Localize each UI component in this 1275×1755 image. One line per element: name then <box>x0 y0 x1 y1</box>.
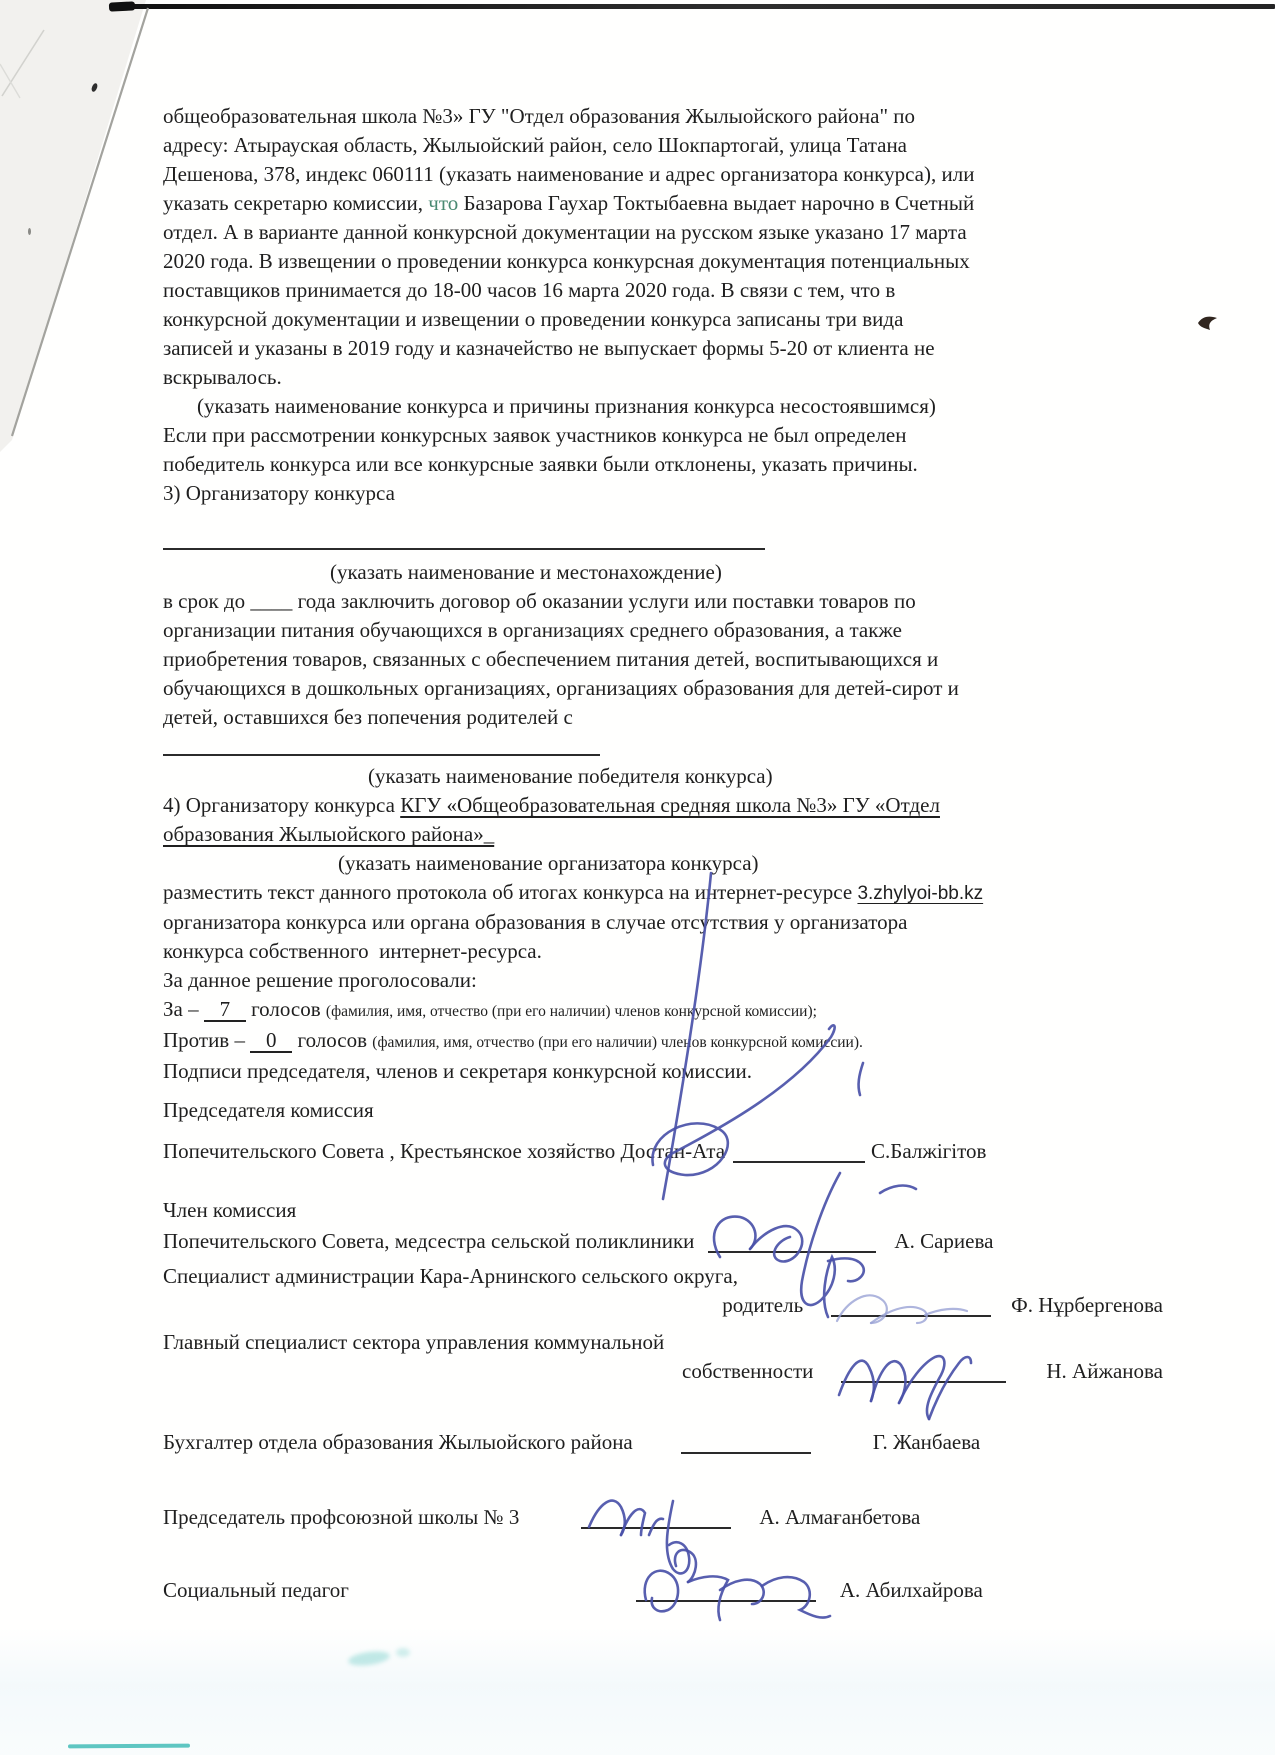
signature-row-aizhanova <box>163 1357 1163 1386</box>
signatures-intro: Подписи председателя, членов и секретаря конкурсной комиссии. <box>163 1059 753 1083</box>
signature-row-label: Социальный педагог <box>163 1578 349 1602</box>
signer-name: А. Сариева <box>894 1229 994 1253</box>
signer-name: А. Абилхайрова <box>839 1578 983 1602</box>
paragraph-line: приобретения товаров, связанных с обеспечением питания детей, воспитывающихся и <box>163 647 939 671</box>
paragraph-line: отдел. А в варианте данной конкурсной документации на русском языке указано 17 марта <box>163 220 967 244</box>
paragraph-line: общеобразовательная школа №3» ГУ "Отдел образования Жылыойского района" по <box>163 104 916 128</box>
paragraph-line: организатора конкурса или органа образования в случае отсутствия у организатора <box>163 910 908 934</box>
paragraph-line: в срок до ____ года заключить договор об оказании услуги или поставки товаров по <box>163 589 916 613</box>
signer-name: Н. Айжанова <box>1046 1359 1163 1383</box>
paragraph-line <box>163 878 1163 908</box>
vote-against-word: голосов <box>292 1028 373 1052</box>
paragraph-line: 2020 года. В извещении о проведении конкурса конкурсная документация потенциальных <box>163 249 970 273</box>
member-section-header: Член комиссия <box>163 1198 297 1222</box>
signature-line <box>708 1229 876 1253</box>
highlighted-word: что <box>428 191 459 215</box>
blank-fill-rule <box>163 548 765 550</box>
signature-line <box>831 1293 991 1317</box>
line-segment: Базарова Гаухар Токтыбаевна выдает нарочно в Счетный <box>458 191 975 215</box>
paragraph-line: вскрывалось. <box>163 365 282 389</box>
paragraph-line: победитель конкурса или все конкурсные заявки были отклонены, указать причины. <box>163 452 918 476</box>
vote-against-prefix: Против – <box>163 1028 251 1052</box>
signer-name: А. Алмағанбетова <box>759 1505 921 1529</box>
paragraph-line: Дешенова, 378, индекс 060111 (указать наименование и адрес организатора конкурса), или <box>163 162 975 186</box>
signature-row-nurbergenova <box>163 1291 1163 1320</box>
form-caption: (указать наименование конкурса и причины признания конкурса несостоявшимся) <box>197 394 936 418</box>
vote-for-count: 7 <box>204 998 246 1022</box>
ink-speck <box>28 228 31 235</box>
signature-line <box>636 1578 816 1602</box>
signature-row-chairman <box>163 1137 1163 1166</box>
signature-row-sarieva <box>163 1227 1163 1256</box>
signature-line <box>581 1505 731 1529</box>
paragraph-line: адресу: Атырауская область, Жылыойский район, село Шокпартогай, улица Татана <box>163 133 908 157</box>
paragraph-line: организации питания обучающихся в организациях среднего образования, а также <box>163 618 902 642</box>
paragraph-line: обучающихся в дошкольных организациях, организациях образования для детей-сирот и <box>163 676 959 700</box>
line-segment: 4) Организатору конкурса <box>163 793 401 817</box>
vote-for-note: (фамилия, имя, отчество (при его наличии) членов конкурсной комиссии); <box>325 1003 817 1020</box>
paragraph-line: Если при рассмотрении конкурсных заявок участников конкурса не был определен <box>163 423 907 447</box>
line-segment: разместить текст данного протокола об итогах конкурса на интернет-ресурсе <box>163 880 858 904</box>
list-item-4-cont <box>163 820 1163 849</box>
organizer-name-underlined: образования Жылыойского района»_ <box>163 822 495 846</box>
signature-row-label: Попечительского Совета , Крестьянское хозяйство Достан-Ата <box>163 1139 726 1163</box>
form-caption: (указать наименование победителя конкурса) <box>368 764 773 788</box>
paragraph-line: конкурса собственного интернет-ресурса. <box>163 939 542 963</box>
signer-name: Г. Жанбаева <box>872 1430 981 1454</box>
paragraph-line <box>163 189 1163 218</box>
signature-row-label: Специалист администрации Кара-Арнинского сельского округа, <box>163 1264 738 1288</box>
signature-row-almaganbetova <box>163 1503 1163 1532</box>
signature-row-label: Главный специалист сектора управления коммунальной <box>163 1330 665 1354</box>
signature-row-label: Председатель профсоюзной школы № 3 <box>163 1505 520 1529</box>
vote-for-prefix: За – <box>163 997 204 1021</box>
signature-line <box>733 1139 865 1163</box>
form-caption: (указать наименование организатора конкурса) <box>338 851 759 875</box>
chairman-section-header: Председателя комиссия <box>163 1098 374 1122</box>
almaganbetova-signature <box>579 1479 739 1579</box>
abilkhairova-signature <box>632 1542 842 1647</box>
signature-row-label: Бухгалтер отдела образования Жылыойского района <box>163 1430 633 1454</box>
scan-teal-line <box>68 1744 190 1749</box>
blank-fill-rule <box>163 754 600 756</box>
signature-line <box>681 1430 811 1454</box>
form-caption: (указать наименование и местонахождение) <box>330 560 722 584</box>
document-body <box>163 102 1163 1605</box>
vote-against-line <box>163 1026 1163 1057</box>
organizer-name-underlined: КГУ «Общеобразовательная средняя школа №3» ГУ «Отдел <box>400 793 940 817</box>
vote-against-count: 0 <box>250 1029 292 1053</box>
paragraph-line: детей, оставшихся без попечения родителей с <box>163 705 573 729</box>
vote-for-word: голосов <box>245 997 326 1021</box>
list-item-4 <box>163 791 1163 820</box>
margin-mark <box>1196 314 1220 332</box>
paragraph-line: конкурсной документации и извещении о проведении конкурса записаны три вида <box>163 307 904 331</box>
scan-teal-smudge <box>347 1649 390 1668</box>
signature-row-zhanbaeva <box>163 1428 1163 1457</box>
signature-row-abilkhairova <box>163 1576 1163 1605</box>
vote-for-line <box>163 995 1163 1026</box>
paragraph-line: поставщиков принимается до 18-00 часов 16 марта 2020 года. В связи с тем, что в <box>163 278 896 302</box>
signature-row-sublabel: собственности <box>682 1359 814 1383</box>
scan-top-edge-line <box>112 4 1275 9</box>
list-item-3: 3) Организатору конкурса <box>163 481 395 505</box>
internet-resource-link: 3.zhylyoi-bb.kz <box>857 883 984 904</box>
signer-name: Ф. Нұрбергенова <box>1011 1293 1163 1317</box>
scan-teal-smudge <box>396 1648 410 1657</box>
signature-row-sublabel: родитель <box>722 1293 804 1317</box>
paragraph-line: записей и указаны в 2019 году и казначейство не выпускает формы 5-20 от клиента не <box>163 336 935 360</box>
vote-header: За данное решение проголосовали: <box>163 968 477 992</box>
signature-row-label: Попечительского Совета, медсестра сельской поликлиники <box>163 1229 695 1253</box>
vote-against-note: (фамилия, имя, отчество (при его наличии) членов конкурсной комиссии). <box>372 1034 863 1051</box>
line-segment: указать секретарю комиссии, <box>163 191 429 215</box>
signature-line <box>841 1359 1006 1383</box>
signer-name: С.Балжігітов <box>871 1139 987 1163</box>
